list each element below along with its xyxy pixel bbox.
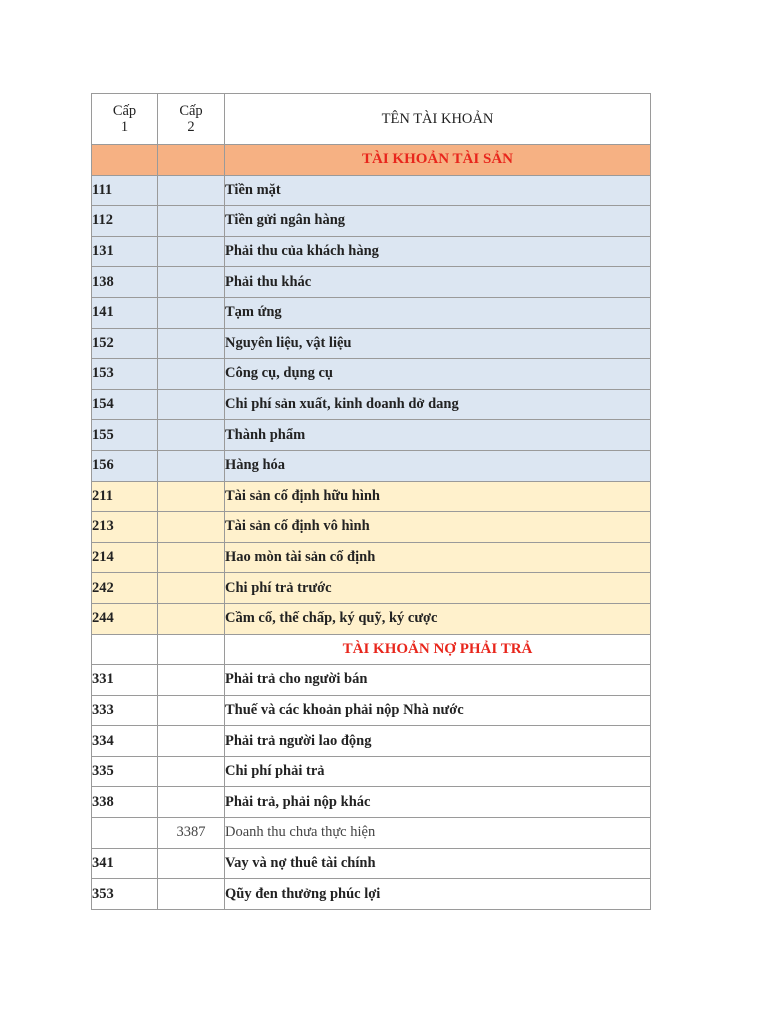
chart-of-accounts-table: [91, 93, 651, 910]
account-name: Tiền mặt: [225, 175, 651, 206]
account-code-level-2: [158, 175, 225, 206]
account-code-level-1: 242: [92, 573, 158, 604]
account-code-level-1: 333: [92, 695, 158, 726]
account-code-level-2: [158, 542, 225, 573]
table-row: [92, 297, 651, 328]
account-name: Phải trả người lao động: [225, 726, 651, 757]
table-row: [92, 665, 651, 696]
section-title: TÀI KHOẢN TÀI SẢN: [225, 145, 651, 176]
account-code-level-1: 131: [92, 236, 158, 267]
account-code-level-1: 153: [92, 359, 158, 390]
account-name: Thành phẩm: [225, 420, 651, 451]
table-row: [92, 359, 651, 390]
account-name: Tài sản cố định vô hình: [225, 512, 651, 543]
account-code-level-2: [158, 297, 225, 328]
table-row: [92, 267, 651, 298]
account-code-level-1: 152: [92, 328, 158, 359]
empty-cell: [158, 145, 225, 176]
account-name: Tiền gửi ngân hàng: [225, 206, 651, 237]
account-code-level-2: [158, 756, 225, 787]
header-account-name: TÊN TÀI KHOẢN: [225, 94, 651, 145]
table-row: [92, 450, 651, 481]
empty-cell: [92, 634, 158, 665]
account-name: Chi phí phải trả: [225, 756, 651, 787]
account-code-level-2: [158, 665, 225, 696]
account-code-level-2: [158, 787, 225, 818]
account-code-level-1: [92, 818, 158, 849]
account-code-level-2: [158, 573, 225, 604]
account-code-level-2: [158, 389, 225, 420]
account-code-level-2: [158, 879, 225, 910]
account-code-level-2: [158, 481, 225, 512]
account-code-level-1: 111: [92, 175, 158, 206]
section-row: [92, 145, 651, 176]
table-row: [92, 512, 651, 543]
account-code-level-2: [158, 236, 225, 267]
account-name: Doanh thu chưa thực hiện: [225, 818, 651, 849]
table-row: [92, 175, 651, 206]
account-name: Chi phí sản xuất, kinh doanh dở dang: [225, 389, 651, 420]
account-code-level-1: 353: [92, 879, 158, 910]
table-row: [92, 206, 651, 237]
table-row: [92, 726, 651, 757]
table-row: [92, 420, 651, 451]
account-code-level-1: 156: [92, 450, 158, 481]
header-level-2: Cấp 2: [158, 94, 225, 145]
account-code-level-1: 213: [92, 512, 158, 543]
account-code-level-1: 338: [92, 787, 158, 818]
table-body: [92, 145, 651, 910]
account-code-level-1: 141: [92, 297, 158, 328]
account-name: Chi phí trả trước: [225, 573, 651, 604]
table-row: [92, 389, 651, 420]
account-code-level-2: [158, 359, 225, 390]
account-name: Phải trả, phải nộp khác: [225, 787, 651, 818]
table-row: [92, 879, 651, 910]
account-code-level-1: 334: [92, 726, 158, 757]
table-row: [92, 848, 651, 879]
account-name: Phải thu khác: [225, 267, 651, 298]
account-name: Tài sản cố định hữu hình: [225, 481, 651, 512]
account-code-level-2: [158, 420, 225, 451]
account-code-level-2: [158, 848, 225, 879]
account-code-level-1: 341: [92, 848, 158, 879]
table-header-row: [92, 94, 651, 145]
table-row: [92, 328, 651, 359]
account-code-level-1: 138: [92, 267, 158, 298]
account-code-level-1: 154: [92, 389, 158, 420]
account-code-level-1: 155: [92, 420, 158, 451]
account-code-level-1: 335: [92, 756, 158, 787]
table-row: [92, 818, 651, 849]
account-code-level-2: [158, 450, 225, 481]
account-code-level-1: 331: [92, 665, 158, 696]
empty-cell: [158, 634, 225, 665]
section-title: TÀI KHOẢN NỢ PHẢI TRẢ: [225, 634, 651, 665]
table-row: [92, 756, 651, 787]
account-code-level-2: [158, 603, 225, 634]
table-row: [92, 236, 651, 267]
table-row: [92, 481, 651, 512]
account-name: Phải thu của khách hàng: [225, 236, 651, 267]
account-code-level-1: 211: [92, 481, 158, 512]
account-name: Tạm ứng: [225, 297, 651, 328]
table-row: [92, 603, 651, 634]
empty-cell: [92, 145, 158, 176]
account-name: Công cụ, dụng cụ: [225, 359, 651, 390]
account-code-level-2: [158, 267, 225, 298]
section-row: [92, 634, 651, 665]
account-code-level-2: [158, 328, 225, 359]
account-name: Qũy đen thưởng phúc lợi: [225, 879, 651, 910]
account-code-level-1: 112: [92, 206, 158, 237]
account-name: Cầm cố, thế chấp, ký quỹ, ký cược: [225, 603, 651, 634]
header-level-1: Cấp 1: [92, 94, 158, 145]
account-code-level-2: [158, 726, 225, 757]
table-row: [92, 695, 651, 726]
account-name: Hao mòn tài sản cố định: [225, 542, 651, 573]
account-code-level-2: [158, 695, 225, 726]
account-code-level-2: [158, 206, 225, 237]
table-row: [92, 787, 651, 818]
account-code-level-2: 3387: [158, 818, 225, 849]
table-row: [92, 573, 651, 604]
account-name: Vay và nợ thuê tài chính: [225, 848, 651, 879]
account-name: Phải trả cho người bán: [225, 665, 651, 696]
account-code-level-1: 214: [92, 542, 158, 573]
account-code-level-2: [158, 512, 225, 543]
account-code-level-1: 244: [92, 603, 158, 634]
table-row: [92, 542, 651, 573]
account-name: Nguyên liệu, vật liệu: [225, 328, 651, 359]
account-name: Thuế và các khoản phải nộp Nhà nước: [225, 695, 651, 726]
account-name: Hàng hóa: [225, 450, 651, 481]
